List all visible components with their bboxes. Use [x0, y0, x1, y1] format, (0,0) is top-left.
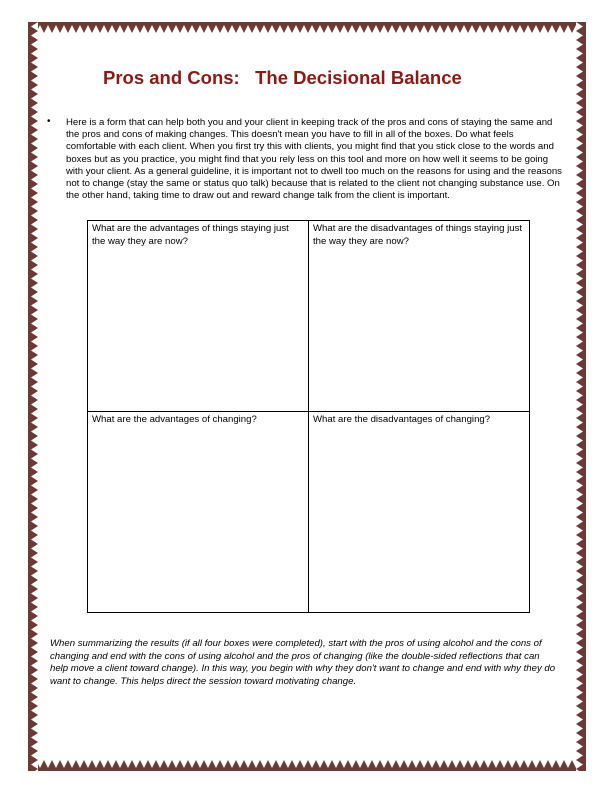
- page-border-right: [576, 22, 586, 771]
- advantages-changing-box[interactable]: What are the advantages of changing?: [88, 412, 309, 612]
- intro-paragraph: Here is a form that can help both you and your client in keeping track of the pros and cons of staying the same and the pros and cons of making changes. This doesn't mean you have to fill in all of the boxes. Do what feels comfortable with each client. When you first try this with clients, you might find that you stick close to the words and boxes but as you practice, you might find that you rely less on this tool and more on how well it seems to be going with your client. As a general guideline, it is important not to dwell too much on the reasons for using and the reasons not to change (stay the same or status quo talk) because that is related to the client not changing substance use. On the other hand, taking time to draw out and reward change talk from the client is important.: [66, 117, 562, 202]
- page-title: Pros and Cons: The Decisional Balance: [103, 67, 462, 88]
- page-border-left: [28, 22, 38, 771]
- page-border-top: [28, 22, 586, 33]
- bullet-marker: •: [47, 116, 51, 127]
- disadvantages-staying-same-box[interactable]: What are the disadvantages of things staying just the way they are now?: [309, 221, 529, 412]
- page-border-bottom: [28, 760, 586, 771]
- disadvantages-changing-box[interactable]: What are the disadvantages of changing?: [313, 414, 491, 425]
- decisional-balance-grid: [87, 220, 530, 613]
- advantages-staying-same-box[interactable]: What are the advantages of things staying just the way they are now?: [88, 221, 309, 412]
- summary-paragraph: When summarizing the results (if all four boxes were completed), start with the pros of using alcohol and the cons of changing and end with the cons of using alcohol and the pros of changing (like the double-sided reflections that can help move a client toward change). In this way, you begin with why they don't want to change and end with why they do want to change. This helps direct the session toward motivating change.: [50, 638, 556, 687]
